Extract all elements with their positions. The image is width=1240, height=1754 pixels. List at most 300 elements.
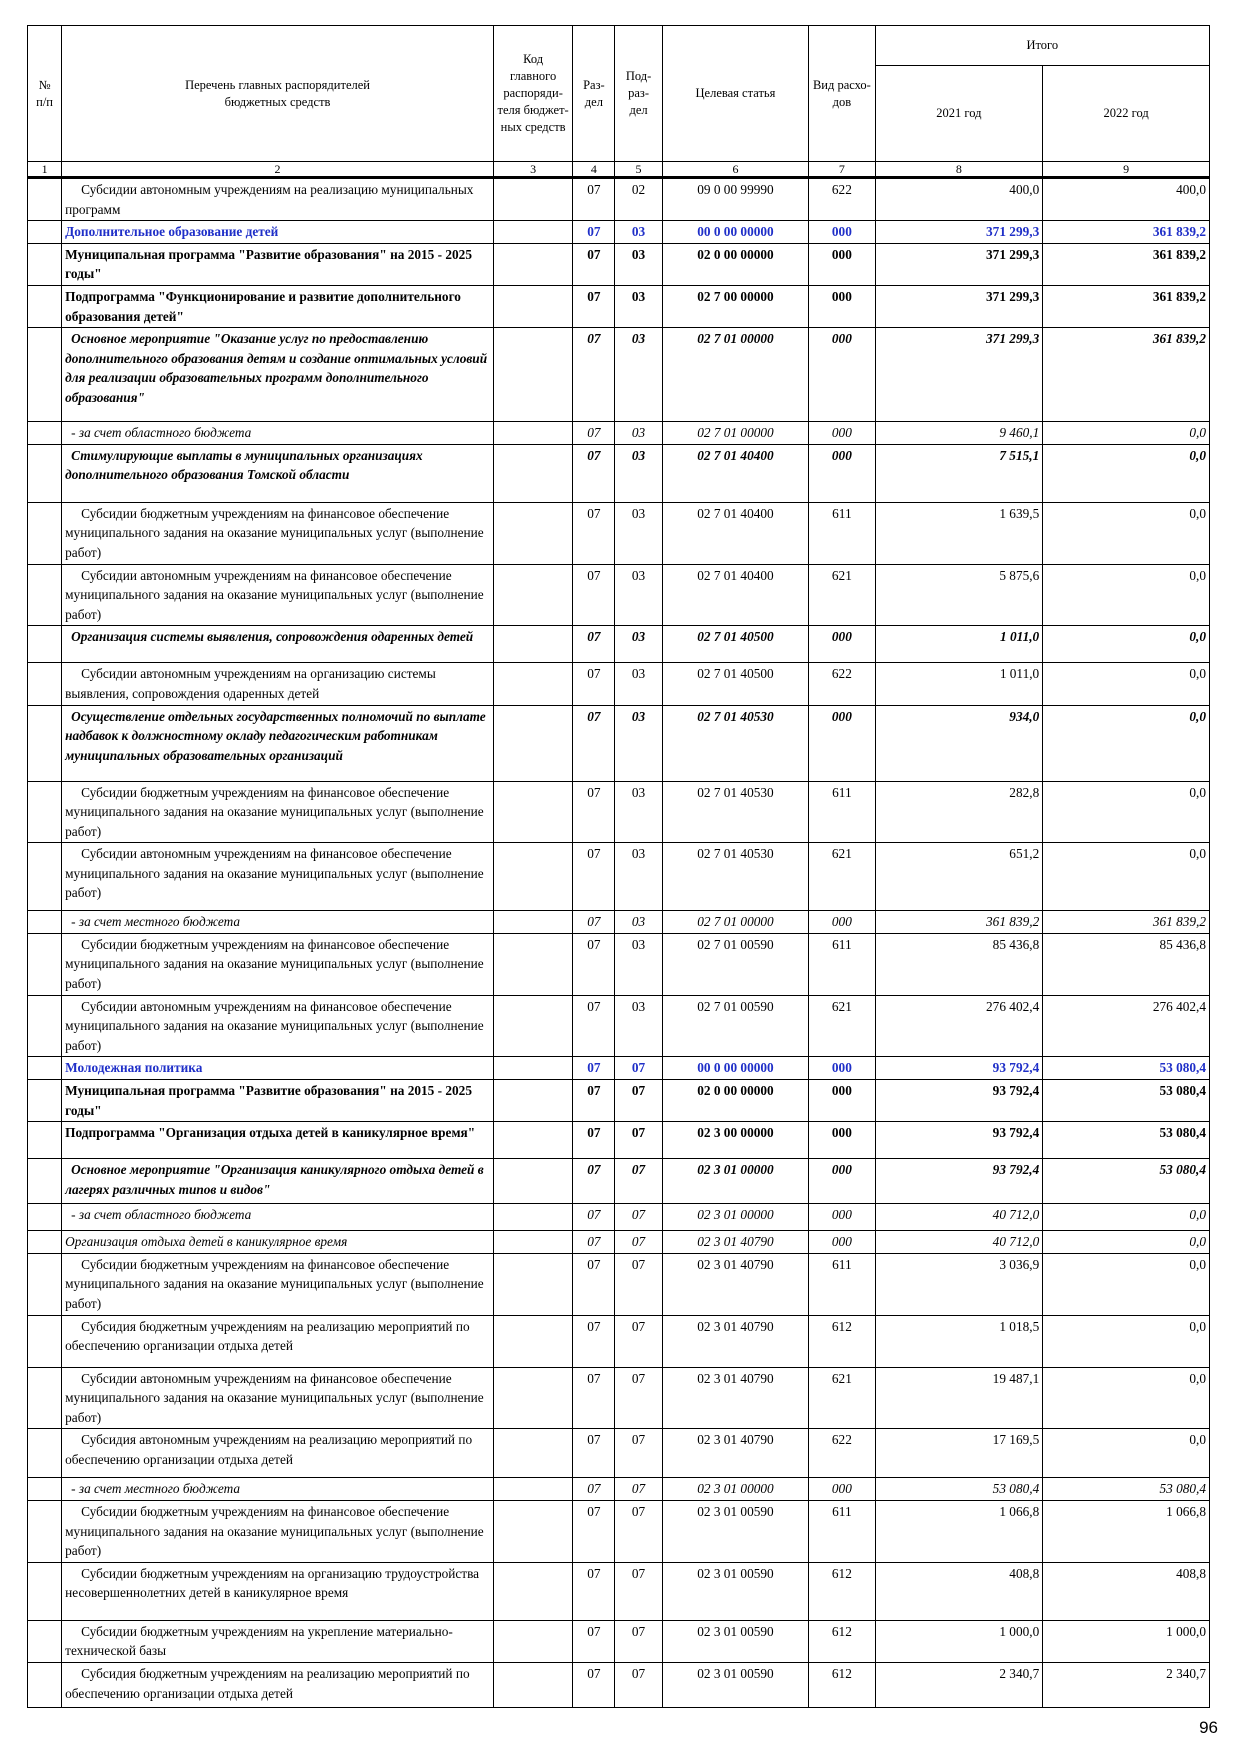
cell-amount-2021: 93 792,4 [875,1080,1043,1122]
cell-code [493,1204,572,1231]
column-number: 9 [1043,162,1210,178]
cell-name: - за счет областного бюджета [62,422,494,445]
cell-code [493,1500,572,1562]
cell-amount-2022: 0,0 [1043,626,1210,663]
cell-target: 02 7 00 00000 [662,285,809,327]
cell-name: Субсидия автономным учреждениям на реализацию мероприятий по обеспечению организации отдыха детей [62,1429,494,1478]
cell-code [493,285,572,327]
cell-razdel: 07 [573,1231,615,1254]
cell-code [493,781,572,843]
cell-amount-2022: 361 839,2 [1043,243,1210,285]
cell-vid: 611 [809,933,875,995]
cell-amount-2022: 2 340,7 [1043,1662,1210,1707]
column-number: 7 [809,162,875,178]
cell-podrazdel: 07 [615,1429,662,1478]
table-row [28,444,1210,502]
cell-name: Дополнительное образование детей [62,221,494,244]
cell-vid: 611 [809,1500,875,1562]
cell-amount-2022: 0,0 [1043,444,1210,502]
cell-vid: 612 [809,1315,875,1367]
cell-target: 02 3 01 40790 [662,1429,809,1478]
cell-razdel: 07 [573,1204,615,1231]
cell-razdel: 07 [573,1662,615,1707]
cell-number [28,1080,62,1122]
cell-name: Субсидии бюджетным учреждениям на финансовое обеспечение муниципального задания на оказание муниципальных услуг (выполнение работ) [62,933,494,995]
table-row [28,1315,1210,1367]
cell-code [493,1122,572,1159]
cell-name: Субсидии бюджетным учреждениям на организацию трудоустройства несовершеннолетних детей в каникулярное время [62,1562,494,1620]
cell-vid: 622 [809,663,875,705]
cell-vid: 000 [809,1080,875,1122]
table-body [28,178,1210,1708]
cell-name: Основное мероприятие "Оказание услуг по предоставлению дополнительного образования детям и создание оптимальных условий для реализации образовательных программ дополнительного образования" [62,328,494,422]
cell-podrazdel: 03 [615,444,662,502]
cell-podrazdel: 07 [615,1500,662,1562]
cell-amount-2021: 371 299,3 [875,221,1043,244]
cell-razdel: 07 [573,1159,615,1204]
cell-amount-2022: 361 839,2 [1043,911,1210,934]
cell-target: 02 7 01 40400 [662,444,809,502]
cell-number [28,933,62,995]
cell-name: - за счет местного бюджета [62,911,494,934]
cell-name: Молодежная политика [62,1057,494,1080]
cell-name: Субсидии автономным учреждениям на финансовое обеспечение муниципального задания на оказание муниципальных услуг (выполнение работ) [62,995,494,1057]
cell-vid: 621 [809,995,875,1057]
cell-amount-2021: 1 011,0 [875,626,1043,663]
cell-vid: 611 [809,1253,875,1315]
cell-razdel: 07 [573,1122,615,1159]
cell-number [28,663,62,705]
cell-target: 00 0 00 00000 [662,1057,809,1080]
cell-number [28,626,62,663]
cell-podrazdel: 03 [615,843,662,911]
table-row [28,1478,1210,1501]
cell-podrazdel: 02 [615,178,662,221]
cell-target: 02 0 00 00000 [662,1080,809,1122]
cell-code [493,1315,572,1367]
cell-razdel: 07 [573,995,615,1057]
cell-razdel: 07 [573,1253,615,1315]
cell-podrazdel: 03 [615,781,662,843]
cell-target: 02 7 01 40500 [662,626,809,663]
cell-vid: 622 [809,178,875,221]
column-number: 3 [493,162,572,178]
cell-target: 02 0 00 00000 [662,243,809,285]
cell-code [493,843,572,911]
cell-razdel: 07 [573,1500,615,1562]
cell-target: 02 3 01 00590 [662,1562,809,1620]
header-razdel: Раз- дел [573,26,615,162]
table-row [28,1080,1210,1122]
cell-number [28,502,62,564]
cell-target: 02 3 01 40790 [662,1231,809,1254]
cell-number [28,1429,62,1478]
cell-name: Субсидии автономным учреждениям на реализацию муниципальных программ [62,178,494,221]
cell-podrazdel: 07 [615,1231,662,1254]
cell-amount-2022: 400,0 [1043,178,1210,221]
cell-razdel: 07 [573,422,615,445]
table-row [28,221,1210,244]
cell-code [493,178,572,221]
cell-amount-2021: 1 011,0 [875,663,1043,705]
column-number: 2 [62,162,494,178]
cell-target: 02 7 01 40530 [662,843,809,911]
cell-vid: 000 [809,1159,875,1204]
cell-amount-2021: 371 299,3 [875,328,1043,422]
cell-razdel: 07 [573,911,615,934]
table-row [28,843,1210,911]
cell-amount-2021: 276 402,4 [875,995,1043,1057]
budget-table [27,25,1210,1708]
cell-target: 02 7 01 00000 [662,328,809,422]
cell-amount-2022: 276 402,4 [1043,995,1210,1057]
cell-code [493,995,572,1057]
cell-amount-2022: 361 839,2 [1043,285,1210,327]
cell-number [28,705,62,781]
table-row [28,626,1210,663]
cell-target: 02 3 01 00590 [662,1620,809,1662]
cell-razdel: 07 [573,1367,615,1429]
cell-podrazdel: 03 [615,995,662,1057]
table-row [28,1159,1210,1204]
cell-name: Субсидии бюджетным учреждениям на финансовое обеспечение муниципального задания на оказание муниципальных услуг (выполнение работ) [62,781,494,843]
cell-podrazdel: 07 [615,1478,662,1501]
cell-podrazdel: 07 [615,1080,662,1122]
cell-code [493,626,572,663]
cell-number [28,328,62,422]
cell-razdel: 07 [573,1315,615,1367]
cell-number [28,1253,62,1315]
cell-amount-2021: 93 792,4 [875,1057,1043,1080]
cell-code [493,933,572,995]
cell-vid: 621 [809,564,875,626]
header-podrazdel: Под- раз- дел [615,26,662,162]
cell-razdel: 07 [573,1562,615,1620]
cell-podrazdel: 07 [615,1562,662,1620]
cell-target: 00 0 00 00000 [662,221,809,244]
cell-target: 02 3 01 00590 [662,1662,809,1707]
cell-amount-2021: 40 712,0 [875,1231,1043,1254]
cell-razdel: 07 [573,705,615,781]
cell-number [28,1478,62,1501]
cell-podrazdel: 03 [615,911,662,934]
table-header [28,26,1210,178]
cell-target: 02 7 01 00590 [662,933,809,995]
cell-name: Организация системы выявления, сопровождения одаренных детей [62,626,494,663]
cell-amount-2021: 3 036,9 [875,1253,1043,1315]
cell-target: 02 7 01 00000 [662,911,809,934]
cell-amount-2022: 0,0 [1043,781,1210,843]
cell-name: Стимулирующие выплаты в муниципальных организациях дополнительного образования Томской области [62,444,494,502]
cell-number [28,781,62,843]
cell-code [493,422,572,445]
cell-amount-2021: 17 169,5 [875,1429,1043,1478]
cell-name: Субсидии бюджетным учреждениям на финансовое обеспечение муниципального задания на оказание муниципальных услуг (выполнение работ) [62,1253,494,1315]
cell-amount-2021: 85 436,8 [875,933,1043,995]
cell-razdel: 07 [573,843,615,911]
cell-amount-2021: 40 712,0 [875,1204,1043,1231]
cell-number [28,1204,62,1231]
page-number: 96 [1199,1718,1218,1737]
cell-code [493,1429,572,1478]
cell-amount-2021: 651,2 [875,843,1043,911]
cell-razdel: 07 [573,626,615,663]
cell-name: Муниципальная программа "Развитие образования" на 2015 - 2025 годы" [62,1080,494,1122]
table-row [28,1500,1210,1562]
cell-amount-2022: 0,0 [1043,663,1210,705]
cell-podrazdel: 07 [615,1315,662,1367]
table-row [28,1662,1210,1707]
cell-amount-2021: 1 000,0 [875,1620,1043,1662]
cell-code [493,1057,572,1080]
cell-target: 02 7 01 40500 [662,663,809,705]
column-number: 1 [28,162,62,178]
cell-name: Субсидии автономным учреждениям на финансовое обеспечение муниципального задания на оказание муниципальных услуг (выполнение работ) [62,1367,494,1429]
cell-target: 02 7 01 40400 [662,564,809,626]
cell-number [28,1315,62,1367]
cell-amount-2022: 1 000,0 [1043,1620,1210,1662]
cell-target: 09 0 00 99990 [662,178,809,221]
cell-target: 02 7 01 00000 [662,422,809,445]
cell-razdel: 07 [573,243,615,285]
cell-name: Субсидии бюджетным учреждениям на финансовое обеспечение муниципального задания на оказание муниципальных услуг (выполнение работ) [62,502,494,564]
table-row [28,995,1210,1057]
header-itogo: Итого [875,26,1209,66]
cell-code [493,221,572,244]
table-row [28,243,1210,285]
table-row [28,1253,1210,1315]
cell-podrazdel: 07 [615,1057,662,1080]
cell-podrazdel: 07 [615,1122,662,1159]
cell-amount-2021: 361 839,2 [875,911,1043,934]
cell-razdel: 07 [573,285,615,327]
cell-code [493,444,572,502]
cell-podrazdel: 03 [615,502,662,564]
cell-vid: 000 [809,1204,875,1231]
table-row [28,328,1210,422]
column-number: 8 [875,162,1043,178]
cell-number [28,995,62,1057]
header-vid: Вид расхо- дов [809,26,875,162]
cell-amount-2021: 371 299,3 [875,243,1043,285]
table-row [28,1367,1210,1429]
cell-vid: 000 [809,1478,875,1501]
cell-code [493,502,572,564]
cell-podrazdel: 03 [615,933,662,995]
cell-code [493,1231,572,1254]
cell-vid: 612 [809,1562,875,1620]
cell-amount-2022: 0,0 [1043,1315,1210,1367]
cell-name: Муниципальная программа "Развитие образования" на 2015 - 2025 годы" [62,243,494,285]
table-row [28,1429,1210,1478]
cell-razdel: 07 [573,933,615,995]
cell-target: 02 7 01 40530 [662,781,809,843]
cell-target: 02 7 01 00590 [662,995,809,1057]
cell-razdel: 07 [573,1057,615,1080]
cell-amount-2022: 0,0 [1043,1204,1210,1231]
table-row [28,1562,1210,1620]
cell-amount-2022: 0,0 [1043,1231,1210,1254]
cell-amount-2021: 934,0 [875,705,1043,781]
cell-podrazdel: 03 [615,564,662,626]
column-number: 4 [573,162,615,178]
cell-name: Организация отдыха детей в каникулярное время [62,1231,494,1254]
cell-name: Подпрограмма "Организация отдыха детей в каникулярное время" [62,1122,494,1159]
table-row [28,564,1210,626]
cell-amount-2022: 0,0 [1043,843,1210,911]
cell-amount-2021: 53 080,4 [875,1478,1043,1501]
table-row [28,781,1210,843]
cell-code [493,564,572,626]
cell-podrazdel: 03 [615,663,662,705]
cell-name: Субсидии бюджетным учреждениям на финансовое обеспечение муниципального задания на оказание муниципальных услуг (выполнение работ) [62,1500,494,1562]
cell-amount-2022: 361 839,2 [1043,221,1210,244]
cell-amount-2021: 2 340,7 [875,1662,1043,1707]
cell-number [28,1500,62,1562]
cell-vid: 000 [809,911,875,934]
cell-razdel: 07 [573,564,615,626]
cell-amount-2021: 408,8 [875,1562,1043,1620]
header-code: Код главного распоряди- теля бюджет- ных средств [493,26,572,162]
cell-number [28,1662,62,1707]
cell-razdel: 07 [573,1429,615,1478]
cell-name: - за счет местного бюджета [62,1478,494,1501]
table-row [28,1057,1210,1080]
header-name: Перечень главных распорядителей бюджетных средств [62,26,494,162]
cell-code [493,1478,572,1501]
cell-target: 02 3 01 00000 [662,1204,809,1231]
table-row [28,1620,1210,1662]
cell-code [493,911,572,934]
cell-number [28,1122,62,1159]
cell-vid: 000 [809,705,875,781]
cell-amount-2022: 1 066,8 [1043,1500,1210,1562]
cell-amount-2021: 282,8 [875,781,1043,843]
cell-number [28,1159,62,1204]
cell-number [28,1562,62,1620]
cell-amount-2022: 53 080,4 [1043,1057,1210,1080]
cell-number [28,911,62,934]
cell-amount-2022: 0,0 [1043,564,1210,626]
header-year-2021: 2021 год [875,66,1043,162]
cell-target: 02 7 01 40400 [662,502,809,564]
cell-vid: 621 [809,1367,875,1429]
column-number: 6 [662,162,809,178]
table-row [28,1231,1210,1254]
cell-amount-2022: 0,0 [1043,422,1210,445]
cell-name: Субсидия бюджетным учреждениям на реализацию мероприятий по обеспечению организации отдыха детей [62,1315,494,1367]
cell-number [28,564,62,626]
table-row [28,911,1210,934]
cell-podrazdel: 07 [615,1620,662,1662]
cell-podrazdel: 07 [615,1159,662,1204]
header-number: № п/п [28,26,62,162]
cell-vid: 611 [809,781,875,843]
cell-amount-2021: 93 792,4 [875,1159,1043,1204]
cell-razdel: 07 [573,1080,615,1122]
cell-vid: 000 [809,444,875,502]
table-row [28,178,1210,221]
cell-code [493,1662,572,1707]
cell-name: - за счет областного бюджета [62,1204,494,1231]
cell-name: Осуществление отдельных государственных полномочий по выплате надбавок к должностному окладу педагогическим работникам муниципальных образовательных организаций [62,705,494,781]
header-year-2022: 2022 год [1043,66,1210,162]
cell-razdel: 07 [573,781,615,843]
table-row [28,1204,1210,1231]
cell-razdel: 07 [573,178,615,221]
cell-amount-2021: 1 018,5 [875,1315,1043,1367]
cell-razdel: 07 [573,444,615,502]
cell-amount-2021: 7 515,1 [875,444,1043,502]
cell-amount-2022: 408,8 [1043,1562,1210,1620]
cell-podrazdel: 03 [615,285,662,327]
cell-number [28,1057,62,1080]
cell-razdel: 07 [573,1620,615,1662]
cell-target: 02 3 01 40790 [662,1367,809,1429]
cell-amount-2021: 1 066,8 [875,1500,1043,1562]
cell-code [493,243,572,285]
column-number-row [28,162,1210,178]
cell-code [493,705,572,781]
cell-amount-2022: 53 080,4 [1043,1122,1210,1159]
cell-vid: 000 [809,285,875,327]
cell-name: Субсидии автономным учреждениям на организацию системы выявления, сопровождения одаренных детей [62,663,494,705]
cell-target: 02 3 01 00000 [662,1478,809,1501]
cell-vid: 000 [809,422,875,445]
cell-vid: 000 [809,328,875,422]
cell-vid: 000 [809,626,875,663]
cell-number [28,221,62,244]
cell-amount-2021: 371 299,3 [875,285,1043,327]
cell-number [28,843,62,911]
table-row [28,705,1210,781]
cell-amount-2022: 85 436,8 [1043,933,1210,995]
table-row [28,502,1210,564]
cell-code [493,1080,572,1122]
cell-razdel: 07 [573,1478,615,1501]
cell-amount-2021: 5 875,6 [875,564,1043,626]
cell-amount-2022: 0,0 [1043,1367,1210,1429]
table-row [28,422,1210,445]
header-target: Целевая статья [662,26,809,162]
cell-name: Субсидии автономным учреждениям на финансовое обеспечение муниципального задания на оказание муниципальных услуг (выполнение работ) [62,843,494,911]
cell-code [493,1562,572,1620]
cell-vid: 612 [809,1662,875,1707]
cell-number [28,285,62,327]
cell-amount-2021: 9 460,1 [875,422,1043,445]
cell-razdel: 07 [573,663,615,705]
cell-vid: 000 [809,221,875,244]
cell-code [493,663,572,705]
cell-name: Подпрограмма "Функционирование и развитие дополнительного образования детей" [62,285,494,327]
cell-amount-2021: 93 792,4 [875,1122,1043,1159]
cell-code [493,1367,572,1429]
cell-amount-2022: 0,0 [1043,705,1210,781]
cell-podrazdel: 03 [615,705,662,781]
cell-vid: 611 [809,502,875,564]
cell-number [28,1231,62,1254]
cell-target: 02 3 01 40790 [662,1253,809,1315]
cell-number [28,444,62,502]
cell-number [28,422,62,445]
cell-vid: 621 [809,843,875,911]
cell-podrazdel: 03 [615,626,662,663]
column-number: 5 [615,162,662,178]
cell-podrazdel: 07 [615,1204,662,1231]
table-row [28,1122,1210,1159]
cell-target: 02 7 01 40530 [662,705,809,781]
cell-razdel: 07 [573,328,615,422]
